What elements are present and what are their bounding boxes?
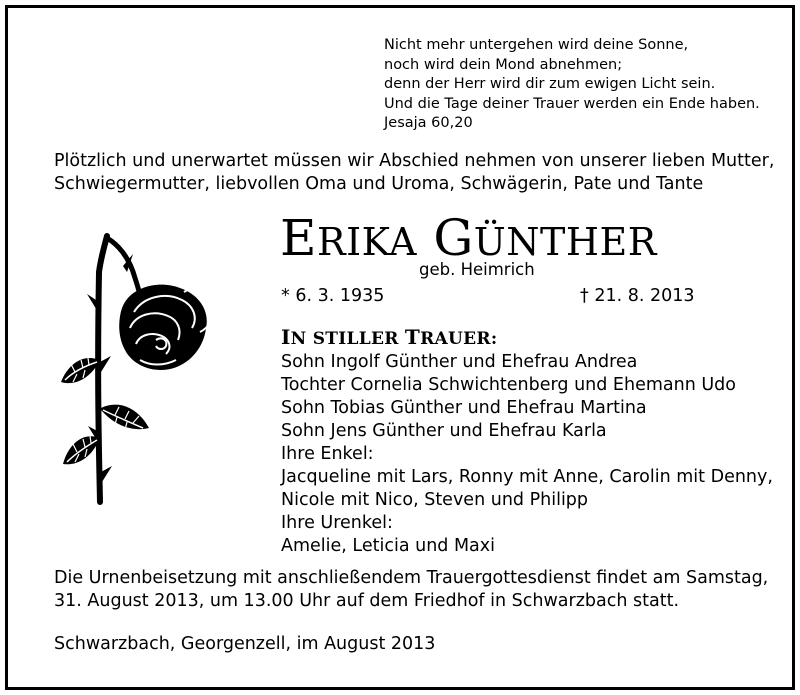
mourner-line: Tochter Cornelia Schwichtenberg und Ehemann Udo: [281, 375, 736, 395]
bible-verse: [384, 36, 760, 134]
mourner-line: Amelie, Leticia und Maxi: [281, 536, 495, 556]
heading-text: N STILLER: [290, 329, 405, 349]
death-date: † 21. 8. 2013: [580, 286, 695, 306]
rose-icon: [55, 232, 225, 512]
heading-initial: T: [404, 325, 421, 349]
mourner-line: Jacqueline mit Lars, Ronny mit Anne, Carolin mit Denny,: [281, 467, 773, 487]
burial-line: Die Urnenbeisetzung mit anschließendem Trauergottesdienst findet am Samstag,: [54, 568, 769, 588]
last-name-rest: ÜNTHER: [473, 220, 657, 264]
burial-notice: [54, 567, 768, 613]
mourner-line: Sohn Tobias Günther und Ehefrau Martina: [281, 398, 647, 418]
first-name-initial: E: [280, 209, 317, 267]
verse-line: Und die Tage deiner Trauer werden ein Ende haben.: [384, 95, 760, 112]
place-date: Schwarzbach, Georgenzell, im August 2013: [54, 634, 436, 654]
mourner-line: Nicole mit Nico, Steven und Philipp: [281, 490, 589, 510]
mourner-line: Sohn Jens Günther und Ehefrau Karla: [281, 421, 607, 441]
heading-initial: I: [281, 325, 291, 349]
mourner-line: Ihre Enkel:: [281, 444, 374, 464]
verse-reference: Jesaja 60,20: [384, 115, 473, 131]
birth-date: * 6. 3. 1935: [281, 286, 385, 306]
intro-line: Plötzlich und unerwartet müssen wir Abschied nehmen von unserer lieben Mutter,: [54, 151, 775, 171]
verse-line: noch wird dein Mond abnehmen;: [384, 56, 623, 73]
heading-text: RAUER:: [420, 329, 498, 349]
verse-line: denn der Herr wird dir zum ewigen Licht sein.: [384, 76, 716, 92]
burial-line: 31. August 2013, um 13.00 Uhr auf dem Friedhof in Schwarzbach statt.: [54, 591, 680, 611]
intro-line: Schwiegermutter, liebvollen Oma und Uroma, Schwägerin, Pate und Tante: [54, 174, 704, 194]
maiden-name: geb. Heimrich: [419, 260, 535, 279]
intro-text: [54, 150, 774, 196]
mourners-list: [281, 351, 773, 558]
last-name-initial: G: [433, 209, 474, 267]
mourner-line: Ihre Urenkel:: [281, 513, 393, 533]
mourner-line: Sohn Ingolf Günther und Ehefrau Andrea: [281, 352, 638, 372]
mourners-heading: [281, 325, 497, 349]
verse-line: Nicht mehr untergehen wird deine Sonne,: [384, 37, 689, 53]
first-name-rest: RIKA: [317, 220, 417, 264]
